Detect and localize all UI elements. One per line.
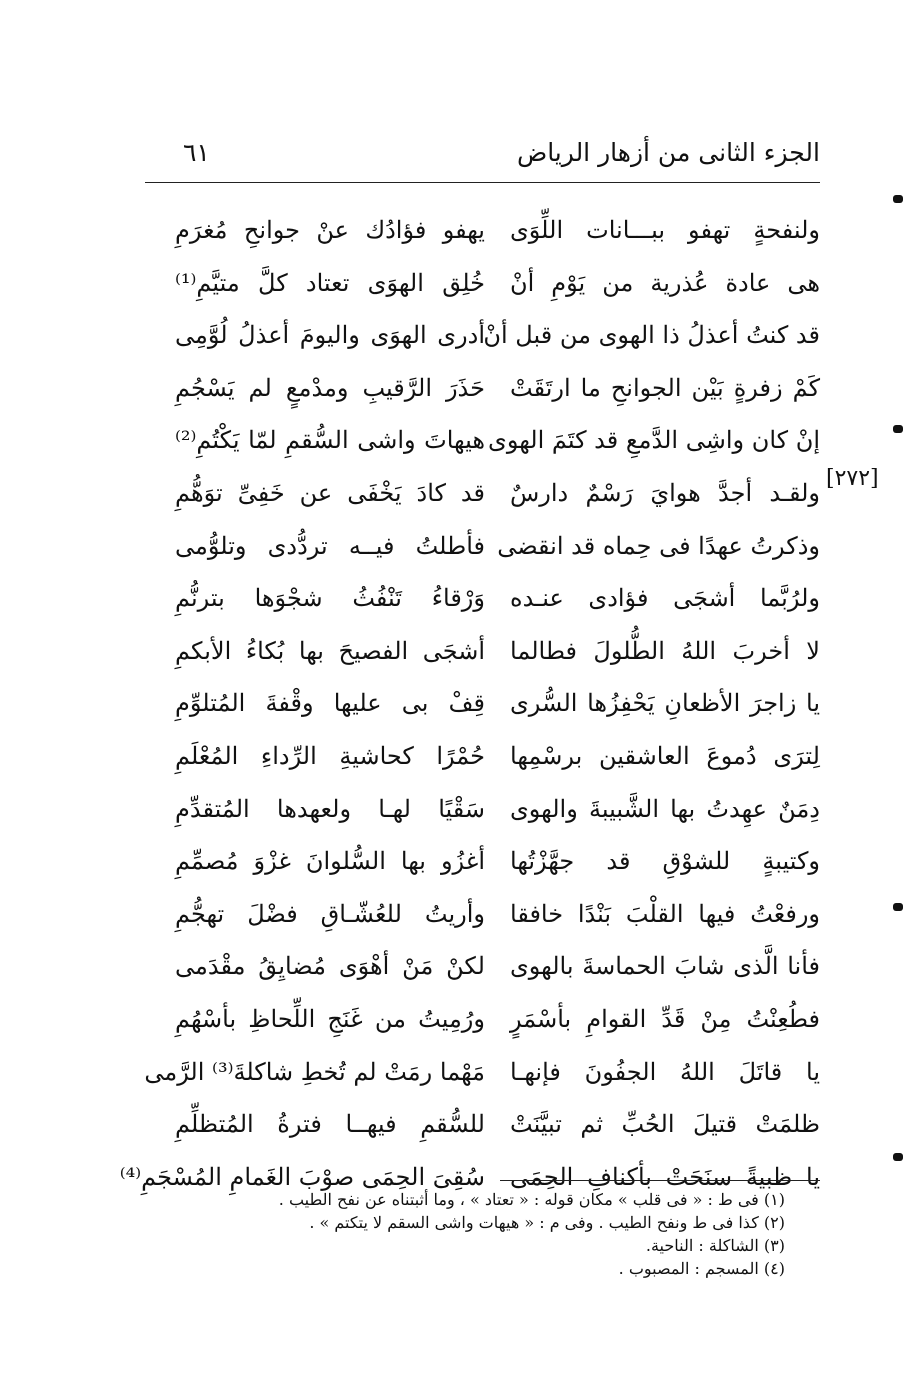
edge-mark [893, 1153, 903, 1161]
first-hemistich: ولقـد أجدَّ هوايَ رَسْمٌ دارسٌ [510, 478, 820, 507]
first-hemistich: وذكرتُ عهدًا فى حِماه قد انقضى [497, 531, 820, 560]
verse-line [145, 631, 820, 684]
second-hemistich: وَرْقاءُ تَنْفُثُ شجْوَها بترنُّمِ [175, 584, 485, 613]
second-hemistich: سُقِىَ الحِمَى صوْبَ الغَمامِ المُسْجَمِ⁽⁴⁾ [119, 1162, 485, 1191]
footnote: (٤) المسجم : المصبوب . [618, 1259, 785, 1278]
header-rule [145, 182, 820, 183]
running-title: الجزء الثانى من أزهار الرياض [516, 138, 820, 167]
verse-line [145, 894, 820, 947]
second-hemistich: للسُّقمِ فيهــا فترةُ المُتظلِّمِ [175, 1110, 485, 1139]
first-hemistich: يا ظبيةً سنَحَتْ بأكنافِ الحِمَى [510, 1162, 820, 1191]
second-hemistich: يهفو فؤادُك عنْ جوانحِ مُغرَمِ [175, 216, 485, 244]
edge-mark [893, 903, 903, 911]
edge-mark [893, 425, 903, 433]
first-hemistich: يا زاجرَ الأظعانِ يَحْفِزُها السُّرى [510, 689, 820, 718]
footnote: (٢) كذا فى ط ونفح الطيب . وفى م : « هيهات واشى السقم لا يتكتم » . [309, 1213, 785, 1232]
verse-line [145, 578, 820, 631]
verse-line [145, 789, 820, 842]
first-hemistich: لا أخربَ اللهُ الطُّلولَ فطالما [510, 636, 820, 665]
verse-line [145, 368, 820, 421]
verse-line [145, 263, 820, 316]
footnote: (١) فى ط : « فى قلب » مكان قوله : « تعتاد » ، وما أثبتناه عن نفح الطيب . [278, 1190, 785, 1209]
first-hemistich: يا قاتَلَ اللهُ الجفُونَ فإنهـا [510, 1057, 820, 1086]
poem [119, 210, 820, 1209]
second-hemistich: أشجَى الفصيحَ بها بُكاءُ الأبكمِ [175, 636, 485, 665]
second-hemistich: حُمْرًا كحاشيةِ الرِّداءِ المُعْلَمِ [175, 741, 485, 770]
second-hemistich: هيهاتَ واشى السُّقمِ لمّا يَكْتُمِ⁽²⁾ [175, 426, 485, 455]
second-hemistich: حَذَرَ الرَّقيبِ ومدْمعٍ لم يَسْجُمِ [175, 373, 485, 402]
second-hemistich: ورُمِيتُ من غَنَجِ اللِّحاظِ بأسْهُمِ [175, 1004, 485, 1033]
first-hemistich: ورفعْتُ فيها القلْبَ بَنْدًا خافقا [510, 899, 820, 928]
second-hemistich: خُلِق الهوَى تعتاد كلَّ متيَّمِ⁽¹⁾ [175, 268, 485, 297]
first-hemistich: هى عادة عُذرية من يَوْمِ أنْ [510, 268, 820, 297]
first-hemistich: ولرُبَّما أشجَى فؤادى عنـده [510, 584, 820, 613]
second-hemistich: فأطلتُ فيــه تردُّدى وتلوُّمى [175, 531, 485, 560]
verse-line [145, 1104, 820, 1157]
second-hemistich: سَقْيًا لهـا ولعهدها المُتقدِّمِ [175, 794, 485, 823]
first-hemistich: فطُعِنْتُ مِنْ قَدِّ القوامِ بأسْمَرٍ [510, 1004, 820, 1033]
first-hemistich: قد كنتُ أعذلُ ذا الهوى من قبل أنْ [483, 321, 820, 350]
page-header [145, 138, 820, 182]
first-hemistich: فأنا الَّذى شابَ الحماسةَ بالهوى [510, 952, 820, 981]
verse-line [145, 526, 820, 579]
verse-line [145, 999, 820, 1052]
margin-page-reference: [٢٧٢] [826, 466, 879, 491]
verse-line [145, 841, 820, 894]
second-hemistich: مَهْما رمَتْ لم تُخطِ شاكلةَ⁽³⁾ الرَّمى [144, 1057, 485, 1086]
first-hemistich: وكتيبةٍ للشوْقِ قد جهَّزْتُها [510, 847, 820, 876]
verse-line [145, 683, 820, 736]
second-hemistich: أدرى الهوَى واليومَ أعذلُ لُوَّمِى [175, 321, 485, 350]
first-hemistich: إنْ كان واشِى الدَّمعِ قد كتَمَ الهوى [488, 426, 820, 455]
second-hemistich: قد كادَ يَخْفَى عن خَفِىِّ توَهُّمِ [175, 478, 485, 507]
footnotes [170, 1188, 785, 1280]
second-hemistich: لكنْ مَنْ أهْوَى مُضايِقُ مقْدَمى [175, 952, 485, 981]
first-hemistich: ولنفحةٍ تهفو ببـــانات اللِّوَى [510, 216, 820, 244]
footnote-rule [500, 1180, 820, 1181]
verse-line [145, 315, 820, 368]
verse-line [145, 420, 820, 473]
verse-line [145, 736, 820, 789]
first-hemistich: ظلمَتْ قتيلَ الحُبِّ ثم تبيَّنَتْ [510, 1110, 820, 1139]
edge-mark [893, 195, 903, 203]
footnote: (٣) الشاكلة : الناحية. [645, 1236, 785, 1255]
verse-line [145, 473, 820, 526]
first-hemistich: كَمْ زفرةٍ بَيْن الجوانحِ ما ارتَقَتْ [510, 373, 820, 402]
verse-line [145, 1052, 820, 1105]
second-hemistich: أغزُو بها السُّلوانَ غزْوَ مُصمِّمِ [175, 847, 485, 876]
verse-line [145, 210, 820, 263]
first-hemistich: دِمَنٌ عهِدتُ بها الشَّبيبةَ والهوى [510, 794, 820, 823]
first-hemistich: لِترَى دُموعَ العاشقين برسْمِها [510, 741, 820, 770]
second-hemistich: قِفْ بى عليها وقْفةَ المُتلوِّمِ [175, 689, 485, 718]
verse-line [145, 946, 820, 999]
page-number: ٦١ [183, 138, 210, 167]
second-hemistich: وأريتُ للعُشّـاقِ فضْلَ تهجُّمِ [175, 899, 485, 928]
